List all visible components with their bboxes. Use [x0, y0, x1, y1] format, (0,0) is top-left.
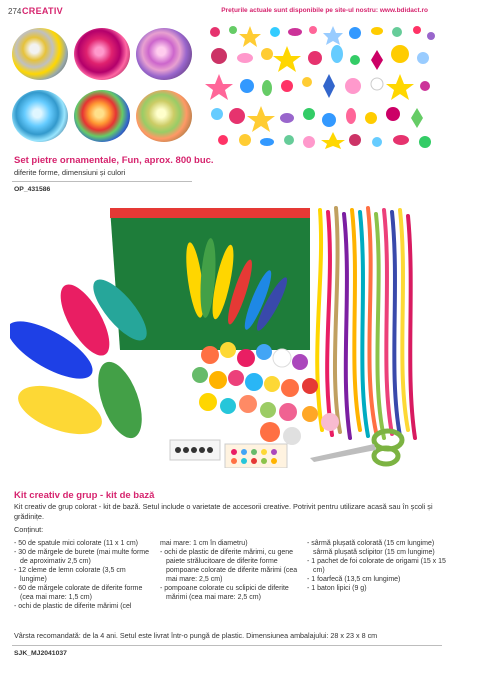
page-number: 274 — [8, 7, 22, 16]
contents-column-2 — [160, 539, 300, 602]
age-note: Vârsta recomandată: de la 4 ani. Setul este livrat într-o pungă de plastic. Dimensiunea ambalajului: 28 x 23 x 8 cm — [14, 631, 378, 640]
gem-bowls-image — [10, 28, 195, 146]
creative-kit-image — [10, 200, 430, 468]
contents-item: - 1 pachet de foi colorate de origami (15 x 15 cm) — [307, 558, 446, 574]
gem-bowl-blue — [12, 90, 68, 142]
contents-item: - ochi de plastic de diferite mărimi (cel — [14, 603, 132, 610]
product1-title: Set pietre ornamentale, Fun, aprox. 800 buc. — [14, 155, 214, 166]
scattered-gems-image — [205, 24, 437, 149]
product1-subtitle: diferite forme, dimensiuni și culori — [14, 168, 126, 177]
contents-label: Conținut: — [14, 525, 44, 534]
product2-description: Kit creativ de grup colorat - kit de bază. Setul include o varietate de accesorii creative. Potrivit pentru utilizare acasă sau în școli și grădinițe. — [14, 502, 433, 521]
gem-bowl-multicolor — [74, 90, 130, 142]
contents-column-1 — [14, 539, 154, 611]
contents-item: - 1 foarfecă (13,5 cm lungime) — [307, 576, 401, 583]
contents-item: - sârmă plușată colorată (15 cm lungime) sârmă plușată sclipitor (15 cm lungime) — [307, 540, 435, 556]
contents-item: - ochi de plastic de diferite mărimi, cu gene paiete strălucitoare de diferite forme pompoane colorate de diferite mărimi (cea mai mare: 2,5 cm) — [160, 549, 298, 583]
gem-bowl-gold — [12, 28, 68, 80]
product2-title: Kit creativ de grup - kit de bază — [14, 490, 155, 501]
contents-item: - 50 de spatule mici colorate (11 x 1 cm) — [14, 540, 138, 547]
contents-item: - 12 cleme de lemn colorate (3,5 cm lungime) — [14, 567, 126, 583]
price-note: Prețurile actuale sunt disponibile pe site-ul nostru: www.bdidact.ro — [221, 7, 428, 14]
contents-item: - 60 de mărgele colorate de diferite forme (cea mai mare: 1,5 cm) — [14, 585, 143, 601]
contents-item: - pompoane colorate cu sclipici de diferite mărimi (cea mai mare: 2,5 cm) — [160, 585, 289, 601]
gem-bowl-pink — [74, 28, 130, 80]
contents-column-3 — [307, 539, 447, 593]
contents-item: - 1 baton lipici (9 g) — [307, 585, 367, 592]
gem-bowl-mixed — [136, 90, 192, 142]
contents-item: mai mare: 1 cm în diametru) — [160, 540, 248, 547]
gem-bowl-purple — [136, 28, 192, 80]
divider — [12, 645, 442, 646]
product1-code: OP_431586 — [14, 186, 51, 193]
divider — [12, 181, 192, 182]
section-title: CREATIV — [22, 6, 63, 16]
contents-item: - 30 de mărgele de burete (mai multe forme de aproximativ 2,5 cm) — [14, 549, 150, 565]
product2-code: SJK_MJ2041037 — [14, 650, 67, 657]
